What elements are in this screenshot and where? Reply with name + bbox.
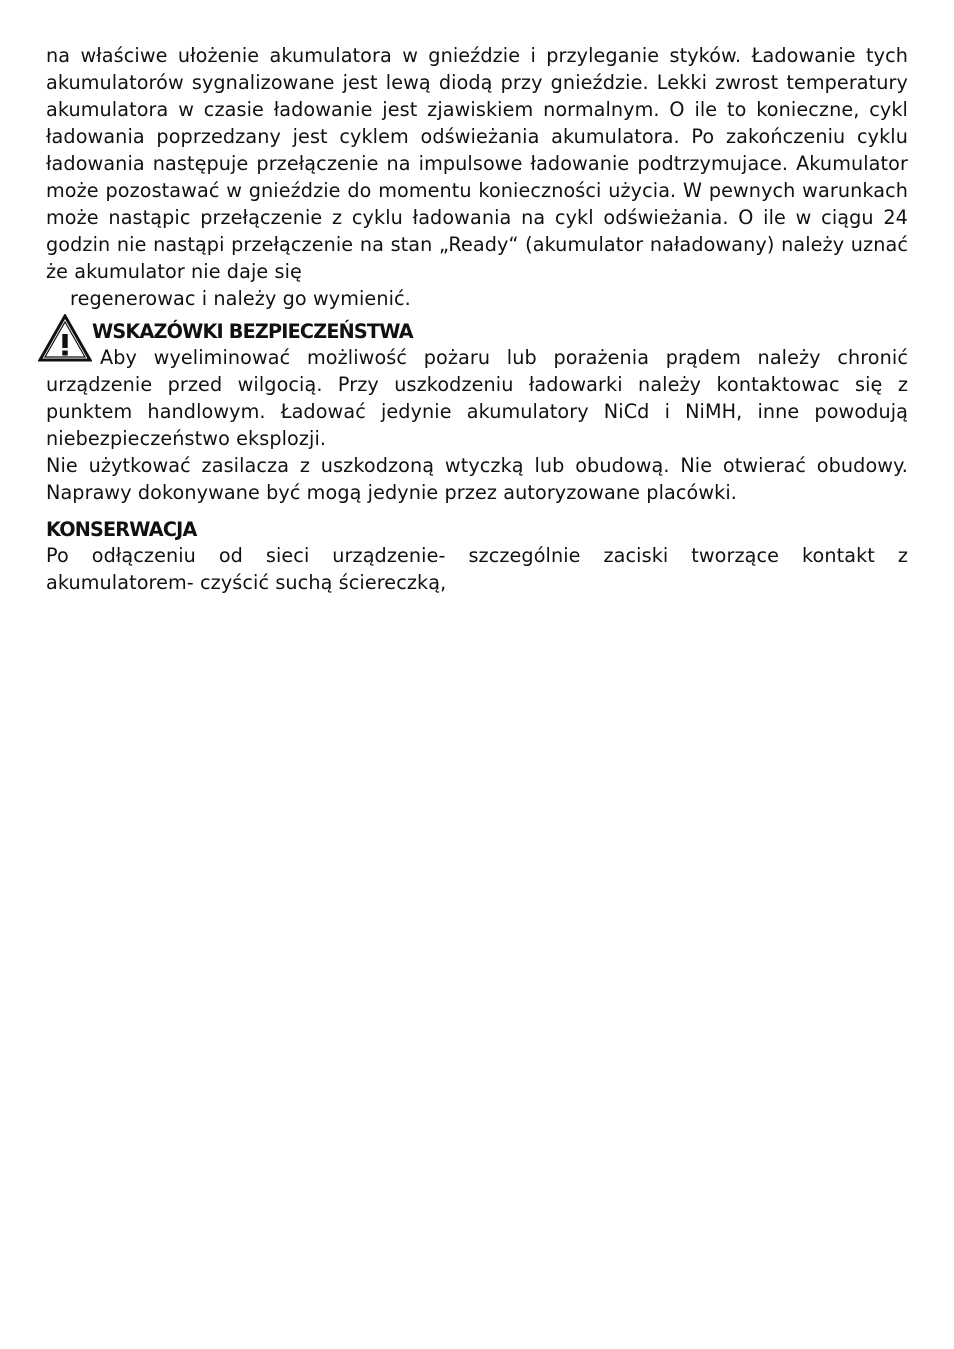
intro-section xyxy=(46,42,908,312)
safety-paragraph-1: Aby wyeliminować możliwość pożaru lub porażenia prądem należy chronić urządzenie przed wilgocią. Przy uszkodzeniu ładowarki należy kontaktowac się z punktem handlowym. Ładować jedynie akumulatory NiCd i NiMH, inne powodują niebezpieczeństwo eksplozji. xyxy=(46,346,908,450)
warning-triangle-icon xyxy=(38,314,92,362)
maintenance-heading: KONSERWACJA xyxy=(46,518,197,541)
intro-paragraph: na właściwe ułożenie akumulatora w gnieździe i przyleganie styków. Ładowanie tych akumulatorów sygnalizowane jest lewą diodą przy gnieździe. Lekki zwrost temperatury akumulatora w czasie ładowanie jest zjawiskiem normalnym. O ile to konieczne, cykl ładowania poprzedzany jest cyklem odświeżania akumulatora. Po zakończeniu cyklu ładowania następuje przełączenie na impulsowe ładowanie podtrzymujace. Akumulator może pozostawać w gnieździe do momentu konieczności użycia. W pewnych warunkach może nastąpic przełączenie z cyklu ładowania na cykl odświeżania. O ile w ciągu 24 godzin nie nastąpi przełączenie na stan „Ready“ (akumulator naładowany) należy uznać że akumulator nie daje się xyxy=(46,44,908,283)
safety-section xyxy=(46,320,908,506)
maintenance-paragraph: Po odłączeniu od sieci urządzenie- szczególnie zaciski tworzące kontakt z akumulatorem- czyścić suchą ściereczką, xyxy=(46,544,908,594)
intro-last-line: regenerowac i należy go wymienić. xyxy=(70,287,411,310)
document-page xyxy=(46,42,908,596)
safety-heading: WSKAZÓWKI BEZPIECZEŃSTWA xyxy=(92,320,413,343)
safety-paragraph-2: Nie użytkować zasilacza z uszkodzoną wtyczką lub obudową. Nie otwierać obudowy. Naprawy dokonywane być mogą jedynie przez autoryzowane placówki. xyxy=(46,454,908,504)
maintenance-section xyxy=(46,518,908,596)
